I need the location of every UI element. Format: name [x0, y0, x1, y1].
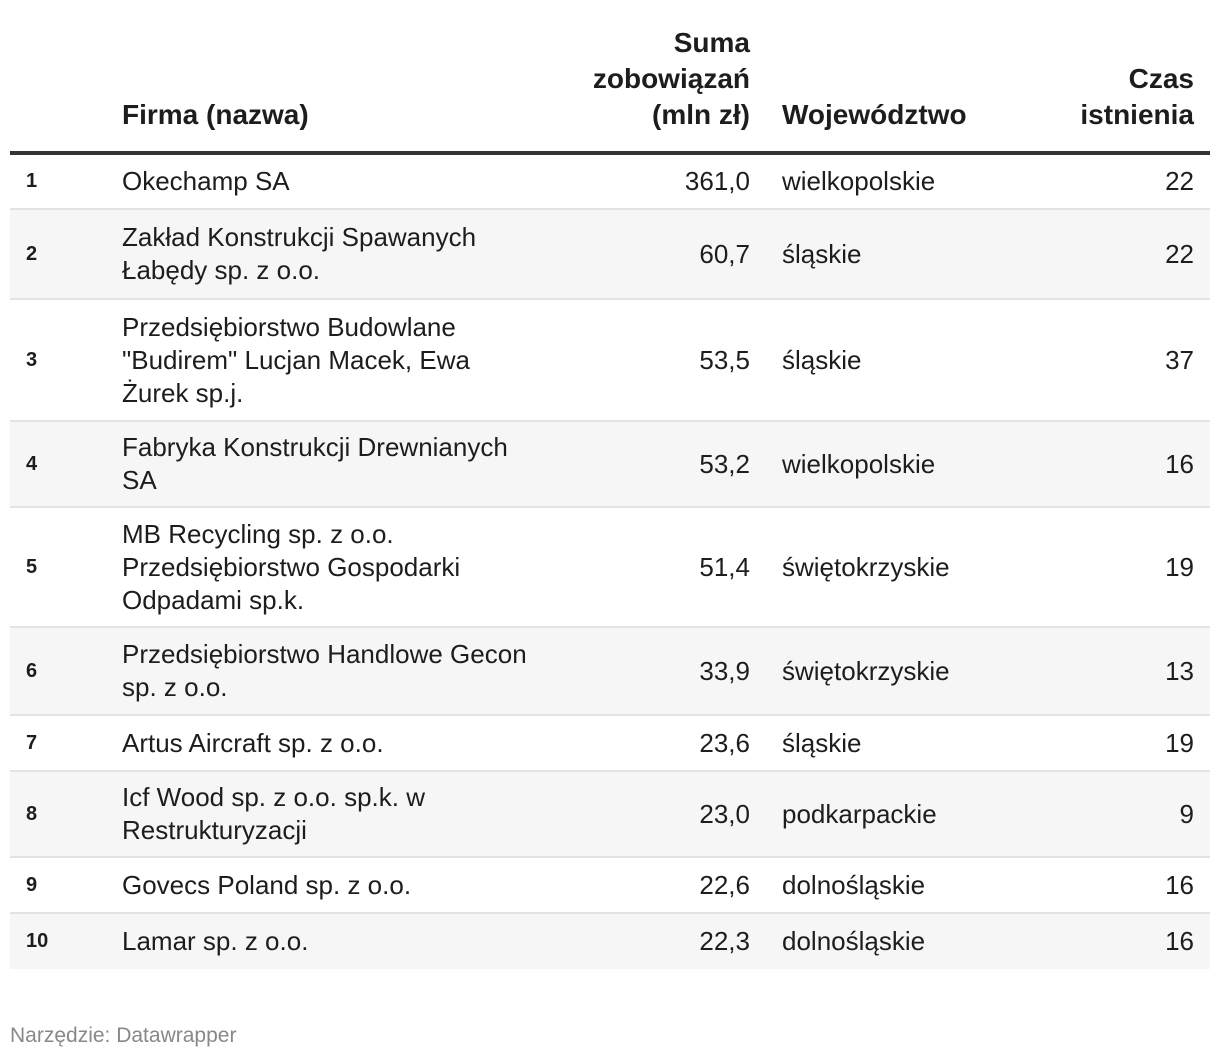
liabilities-cell: 33,9	[546, 627, 766, 715]
voivodeship-cell: świętokrzyskie	[766, 627, 1006, 715]
liabilities-cell: 23,0	[546, 771, 766, 857]
voivodeship-cell: śląskie	[766, 209, 1006, 299]
liabilities-cell: 53,2	[546, 421, 766, 507]
table-row	[10, 507, 1210, 627]
rank-cell: 3	[10, 299, 106, 421]
rank-cell: 1	[10, 153, 106, 209]
liabilities-cell: 51,4	[546, 507, 766, 627]
header-liabilities: Suma zobowiązań (mln zł)	[546, 0, 766, 153]
header-rank	[10, 0, 106, 153]
age-cell: 19	[1006, 715, 1210, 771]
company-name-cell: Fabryka Konstrukcji Drewnianych SA	[106, 421, 546, 507]
voivodeship-cell: śląskie	[766, 299, 1006, 421]
age-cell: 16	[1006, 913, 1210, 969]
voivodeship-cell: podkarpackie	[766, 771, 1006, 857]
age-cell: 22	[1006, 153, 1210, 209]
rank-cell: 4	[10, 421, 106, 507]
age-cell: 9	[1006, 771, 1210, 857]
table-row	[10, 421, 1210, 507]
age-cell: 22	[1006, 209, 1210, 299]
age-cell: 19	[1006, 507, 1210, 627]
company-name-cell: Artus Aircraft sp. z o.o.	[106, 715, 546, 771]
age-cell: 16	[1006, 421, 1210, 507]
voivodeship-cell: dolnośląskie	[766, 913, 1006, 969]
company-name-cell: Lamar sp. z o.o.	[106, 913, 546, 969]
liabilities-cell: 23,6	[546, 715, 766, 771]
table-container	[10, 0, 1210, 969]
data-table	[10, 0, 1210, 969]
table-row	[10, 771, 1210, 857]
header-age: Czas istnienia	[1006, 0, 1210, 153]
rank-cell: 2	[10, 209, 106, 299]
company-name-cell: Okechamp SA	[106, 153, 546, 209]
voivodeship-cell: śląskie	[766, 715, 1006, 771]
source-note: Narzędzie: Datawrapper	[10, 1024, 237, 1047]
age-cell: 16	[1006, 857, 1210, 913]
age-cell: 37	[1006, 299, 1210, 421]
liabilities-cell: 22,3	[546, 913, 766, 969]
voivodeship-cell: świętokrzyskie	[766, 507, 1006, 627]
table-row	[10, 857, 1210, 913]
rank-cell: 10	[10, 913, 106, 969]
voivodeship-cell: wielkopolskie	[766, 421, 1006, 507]
company-name-cell: Przedsiębiorstwo Handlowe Gecon sp. z o.o.	[106, 627, 546, 715]
liabilities-cell: 22,6	[546, 857, 766, 913]
rank-cell: 8	[10, 771, 106, 857]
rank-cell: 5	[10, 507, 106, 627]
age-cell: 13	[1006, 627, 1210, 715]
rank-cell: 6	[10, 627, 106, 715]
liabilities-cell: 53,5	[546, 299, 766, 421]
header-company: Firma (nazwa)	[106, 0, 546, 153]
company-name-cell: Przedsiębiorstwo Budowlane "Budirem" Lucjan Macek, Ewa Żurek sp.j.	[106, 299, 546, 421]
table-row	[10, 627, 1210, 715]
company-name-cell: MB Recycling sp. z o.o. Przedsiębiorstwo Gospodarki Odpadami sp.k.	[106, 507, 546, 627]
table-row	[10, 299, 1210, 421]
table-row	[10, 913, 1210, 969]
company-name-cell: Zakład Konstrukcji Spawanych Łabędy sp. z o.o.	[106, 209, 546, 299]
table-row	[10, 153, 1210, 209]
liabilities-cell: 361,0	[546, 153, 766, 209]
header-voivodeship: Województwo	[766, 0, 1006, 153]
voivodeship-cell: wielkopolskie	[766, 153, 1006, 209]
table-row	[10, 715, 1210, 771]
company-name-cell: Govecs Poland sp. z o.o.	[106, 857, 546, 913]
rank-cell: 7	[10, 715, 106, 771]
liabilities-cell: 60,7	[546, 209, 766, 299]
rank-cell: 9	[10, 857, 106, 913]
company-name-cell: Icf Wood sp. z o.o. sp.k. w Restrukturyzacji	[106, 771, 546, 857]
voivodeship-cell: dolnośląskie	[766, 857, 1006, 913]
table-row	[10, 209, 1210, 299]
header-row	[10, 0, 1210, 153]
